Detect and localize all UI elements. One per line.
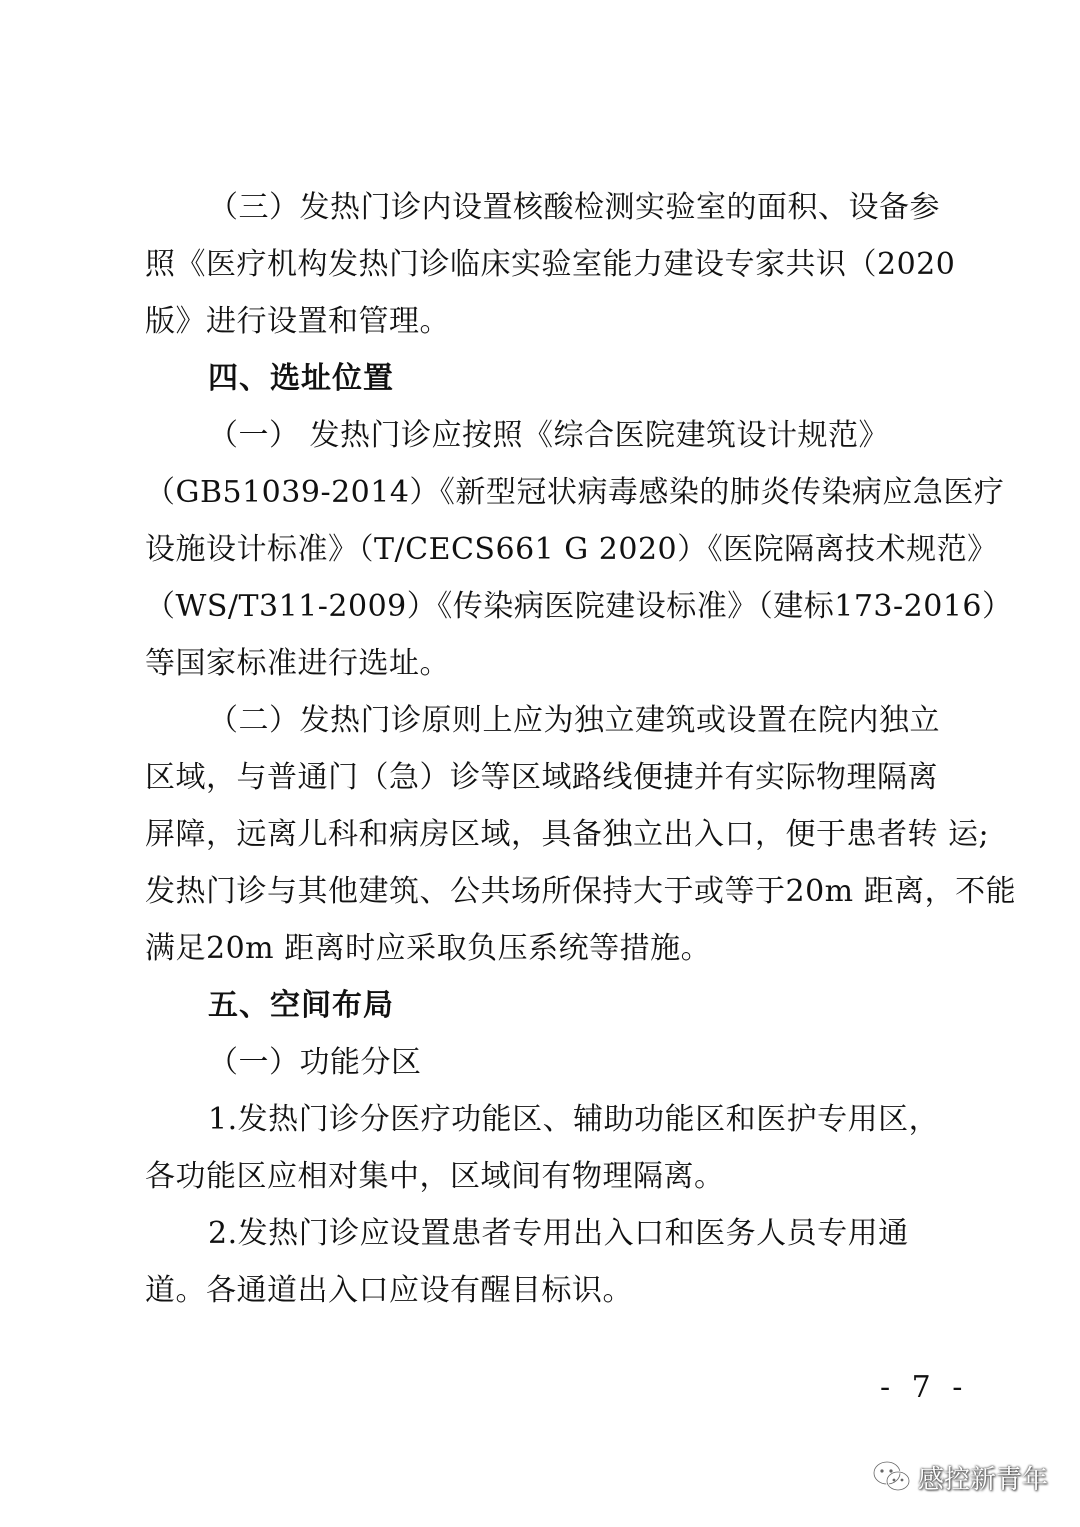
section-heading-site-selection: 四、选址位置 (208, 361, 394, 396)
site-paragraph-2-line-4: 发热门诊与其他建筑、公共场所保持大于或等于20m 距离，不能 (145, 874, 1017, 909)
site-paragraph-1-line-1: （一） 发热门诊应按照《综合医院建筑设计规范》 (208, 418, 890, 453)
site-paragraph-1-line-4: （WS/T311-2009）《传染病医院建设标准》（建标173-2016） (145, 589, 1013, 624)
item-2-line-2: 道。各通道出入口应设有醒目标识。 (145, 1273, 633, 1308)
site-paragraph-1-line-2: （GB51039-2014）《新型冠状病毒感染的肺炎传染病应急医疗 (145, 475, 1005, 510)
site-paragraph-2-line-1: （二）发热门诊原则上应为独立建筑或设置在院内独立 (208, 703, 940, 738)
item-2-line-1: 2.发热门诊应设置患者专用出入口和医务人员专用通 (208, 1216, 909, 1251)
paragraph-3-line-2: 照《医疗机构发热门诊临床实验室能力建设专家共识（2020 (145, 247, 956, 282)
site-paragraph-1-line-3: 设施设计标准》（T/CECS661 G 2020）《医院隔离技术规范》 (145, 532, 998, 567)
paragraph-3-line-3: 版》进行设置和管理。 (145, 304, 450, 339)
site-paragraph-2-line-2: 区域，与普通门（急）诊等区域路线便捷并有实际物理隔离 (145, 760, 938, 795)
site-paragraph-1-line-5: 等国家标准进行选址。 (145, 646, 450, 681)
item-1-line-2: 各功能区应相对集中，区域间有物理隔离。 (145, 1159, 725, 1194)
site-paragraph-2-line-5: 满足20m 距离时应采取负压系统等措施。 (145, 931, 712, 966)
section-heading-space-layout: 五、空间布局 (208, 988, 394, 1023)
paragraph-3-line-1: （三）发热门诊内设置核酸检测实验室的面积、设备参 (208, 190, 940, 225)
page-number: - 7 - (880, 1370, 969, 1405)
subsection-heading-function-zones: （一）功能分区 (208, 1045, 422, 1080)
item-1-line-1: 1.发热门诊分医疗功能区、辅助功能区和医护专用区， (208, 1102, 940, 1137)
watermark-text: 感控新青年 (918, 1464, 1049, 1495)
watermark (872, 1455, 1048, 1499)
wechat-icon (872, 1460, 912, 1494)
site-paragraph-2-line-3: 屏障，远离儿科和病房区域，具备独立出入口，便于患者转 运; (145, 817, 990, 852)
